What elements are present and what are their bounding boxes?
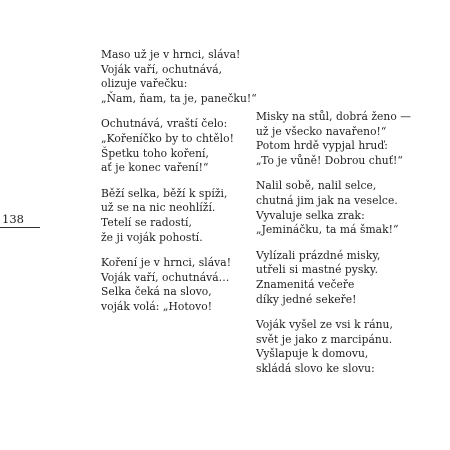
verse-line: Voják vaří, ochutnává… xyxy=(101,270,230,284)
stanza xyxy=(256,179,411,237)
verse-line: Potom hrdě vypjal hruď: xyxy=(256,139,388,153)
stanza xyxy=(256,249,411,307)
verse-line: Vyvaluje selka zrak: xyxy=(256,208,365,222)
poem-right-column xyxy=(256,110,411,388)
stanza xyxy=(256,110,411,168)
verse-line: Misky na stůl, dobrá ženo — xyxy=(256,110,411,123)
page-number-rule xyxy=(0,227,40,228)
verse-line: Nalil sobě, nalil selce, xyxy=(256,179,377,193)
verse-line: Ochutnává, vraští čelo: xyxy=(101,117,228,131)
verse-line: olizuje vařečku: xyxy=(101,77,188,91)
verse-line: utřeli si mastné pysky. xyxy=(256,263,379,277)
verse-line: Běží selka, běží k spíži, xyxy=(101,186,228,200)
verse-line: Koření je v hrnci, sláva! xyxy=(101,256,232,270)
verse-line: už je všecko navařeno!“ xyxy=(256,124,387,138)
verse-line: „Jemináčku, ta má šmak!“ xyxy=(256,223,399,237)
verse-line: ať je konec vaření!“ xyxy=(101,161,209,175)
verse-line: skládá slovo ke slovu: xyxy=(256,361,375,375)
verse-line: svět je jako z marcipánu. xyxy=(256,332,393,346)
verse-line: „Kořeníčko by to chtělo! xyxy=(101,131,234,145)
stanza xyxy=(101,256,257,314)
stanza xyxy=(101,187,257,245)
verse-line: Znamenitá večeře xyxy=(256,277,355,291)
verse-line: Vylízali prázdné misky, xyxy=(256,248,381,262)
verse-line: Vyšlapuje k domovu, xyxy=(256,347,369,361)
verse-line: voják volá: „Hotovo! xyxy=(101,299,213,313)
poem-left-column xyxy=(101,48,257,326)
verse-line: chutná jim jak na veselce. xyxy=(256,193,398,207)
stanza xyxy=(101,117,257,175)
verse-line: Špetku toho koření, xyxy=(101,146,209,160)
verse-line: Maso už je v hrnci, sláva! xyxy=(101,48,241,61)
verse-line: díky jedné sekeře! xyxy=(256,292,357,306)
verse-line: Tetelí se radostí, xyxy=(101,215,192,229)
verse-line: Selka čeká na slovo, xyxy=(101,285,212,299)
verse-line: už se na nic neohlíží. xyxy=(101,201,216,215)
verse-line: Voják vaří, ochutnává, xyxy=(101,62,223,76)
page-number: 138 xyxy=(2,212,24,226)
verse-line: „Ňam, ňam, ta je, panečku!“ xyxy=(101,91,257,105)
verse-line: že ji voják pohostí. xyxy=(101,230,203,244)
verse-line: „To je vůně! Dobrou chuť!“ xyxy=(256,153,403,167)
stanza xyxy=(101,48,257,106)
verse-line: Voják vyšel ze vsi k ránu, xyxy=(256,318,393,332)
stanza xyxy=(256,318,411,376)
